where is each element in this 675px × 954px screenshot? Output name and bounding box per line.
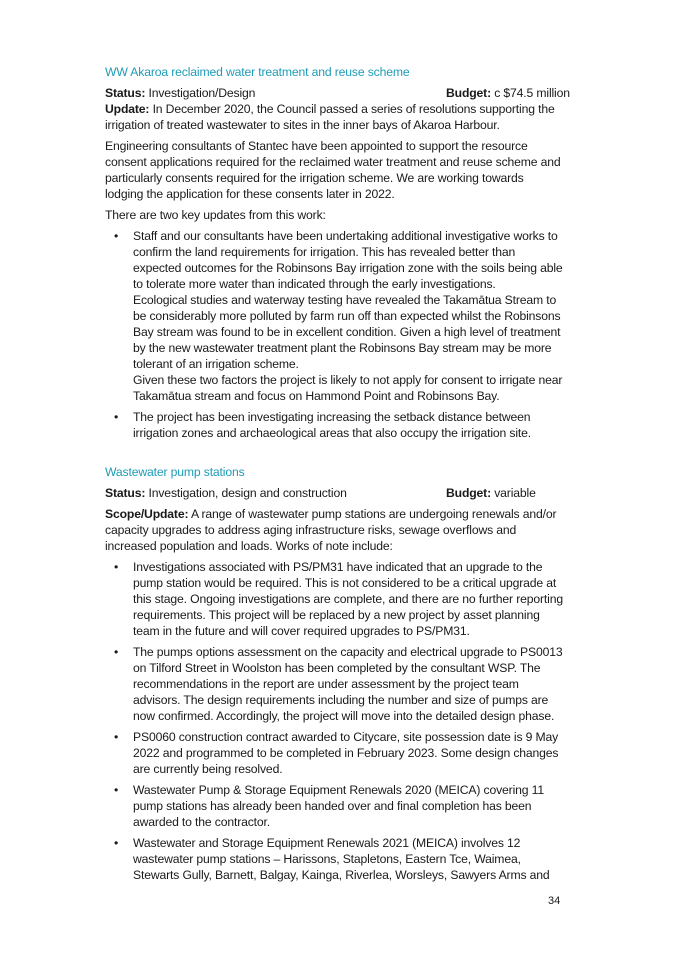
status-label: Status: [105, 486, 146, 500]
list-item-text: Staff and our consultants have been undertaking additional investigative works to confirm the land requirements for irrigation. This has revealed better than expected outcomes for the Robinsons Bay irrigation zone with the soils being able to tolerate more water than indicated through the early investigations. [133, 229, 563, 291]
bullet-icon: • [114, 730, 119, 744]
list-item-text: Wastewater and Storage Equipment Renewals 2021 (MEICA) involves 12 wastewater pump stations – Harissons, Stapletons, Eastern Tce, Waimea, Stewarts Gully, Barnett, Balgay, Kainga, Riverlea, Worsleys, Sawyers Arms and [133, 836, 550, 882]
update-paragraph [105, 101, 563, 133]
list-item [105, 644, 563, 724]
budget-value: variable [490, 486, 536, 500]
paragraph-key-updates: There are two key updates from this work: [105, 208, 326, 222]
status-value: Investigation, design and construction [145, 486, 347, 500]
section-heading-akaroa: WW Akaroa reclaimed water treatment and reuse scheme [105, 65, 410, 79]
document-page [105, 64, 570, 888]
scope-paragraph [105, 506, 563, 554]
list-item [105, 559, 563, 639]
status-budget-row [105, 485, 563, 501]
list-item-text: The pumps options assessment on the capacity and electrical upgrade to PS0013 on Tilford Street in Woolston has been completed by the consultant WSP. The recommendations in the report are under assessment by the project team advisors. The design requirements including the number and size of pumps are now confirmed. Accordingly, the project will move into the detailed design phase. [133, 645, 563, 723]
list-item [105, 228, 563, 404]
budget-line [446, 85, 570, 101]
status-value: Investigation/Design [145, 86, 256, 100]
bullet-icon: • [114, 410, 119, 424]
scope-label: Scope/Update: [105, 507, 189, 521]
scope-text: A range of wastewater pump stations are undergoing renewals and/or capacity upgrades to address aging infrastructure risks, sewage overflows and increased population and loads. Works of note include: [105, 507, 557, 553]
list-item-text: Wastewater Pump & Storage Equipment Renewals 2020 (MEICA) covering 11 pump stations has already been handed over and final completion has been awarded to the contractor. [133, 783, 544, 829]
bullet-icon: • [114, 783, 119, 797]
budget-line [446, 485, 536, 501]
status-label: Status: [105, 86, 146, 100]
status-line [105, 485, 347, 501]
list-item [105, 835, 563, 883]
update-text: In December 2020, the Council passed a series of resolutions supporting the irrigation of treated wastewater to sites in the inner bays of Akaroa Harbour. [105, 102, 555, 132]
budget-label: Budget: [446, 86, 491, 100]
list-item [105, 409, 563, 441]
bullet-icon: • [114, 229, 119, 243]
update-label: Update: [105, 102, 150, 116]
bullet-icon: • [114, 836, 119, 850]
list-item [105, 729, 563, 777]
list-item-text: Investigations associated with PS/PM31 have indicated that an upgrade to the pump station would be required. This is not considered to be a critical upgrade at this stage. Ongoing investigations are complete, and there are no further reporting requirements. This project will be replaced by a new project by asset planning team in the future and will cover required upgrades to PS/PM31. [133, 560, 563, 638]
status-budget-row [105, 85, 570, 101]
list-item-text: The project has been investigating increasing the setback distance between irrigation zones and archaeological areas that also occupy the irrigation site. [133, 410, 532, 440]
section-heading-pump-stations: Wastewater pump stations [105, 465, 245, 479]
bullet-list-pump-stations [105, 559, 563, 883]
budget-value: c $74.5 million [490, 86, 570, 100]
list-item-text: Ecological studies and waterway testing have revealed the Takamātua Stream to be considerably more polluted by farm run off than expected whilst the Robinsons Bay stream was found to be in excellent condition. Given a high level of treatment by the new wastewater treatment plant the Robinsons Bay stream may be more tolerant of an irrigation scheme. [133, 293, 561, 371]
paragraph-consultants: Engineering consultants of Stantec have been appointed to support the resource consent applications required for the reclaimed water treatment and reuse scheme and particularly consents required for the irrigation scheme. We are working towards lodging the application for these consents later in 2022. [105, 139, 561, 201]
bullet-list-akaroa [105, 228, 563, 441]
list-item-text: PS0060 construction contract awarded to Citycare, site possession date is 9 May 2022 and programmed to be completed in February 2023. Some design changes are currently being resolved. [133, 730, 559, 776]
list-item [105, 782, 563, 830]
budget-label: Budget: [446, 486, 491, 500]
status-line [105, 85, 255, 101]
bullet-icon: • [114, 560, 119, 574]
list-item-text: Given these two factors the project is likely to not apply for consent to irrigate near Takamātua stream and focus on Hammond Point and Robinsons Bay. [133, 373, 563, 403]
bullet-icon: • [114, 645, 119, 659]
page-number: 34 [548, 895, 561, 907]
